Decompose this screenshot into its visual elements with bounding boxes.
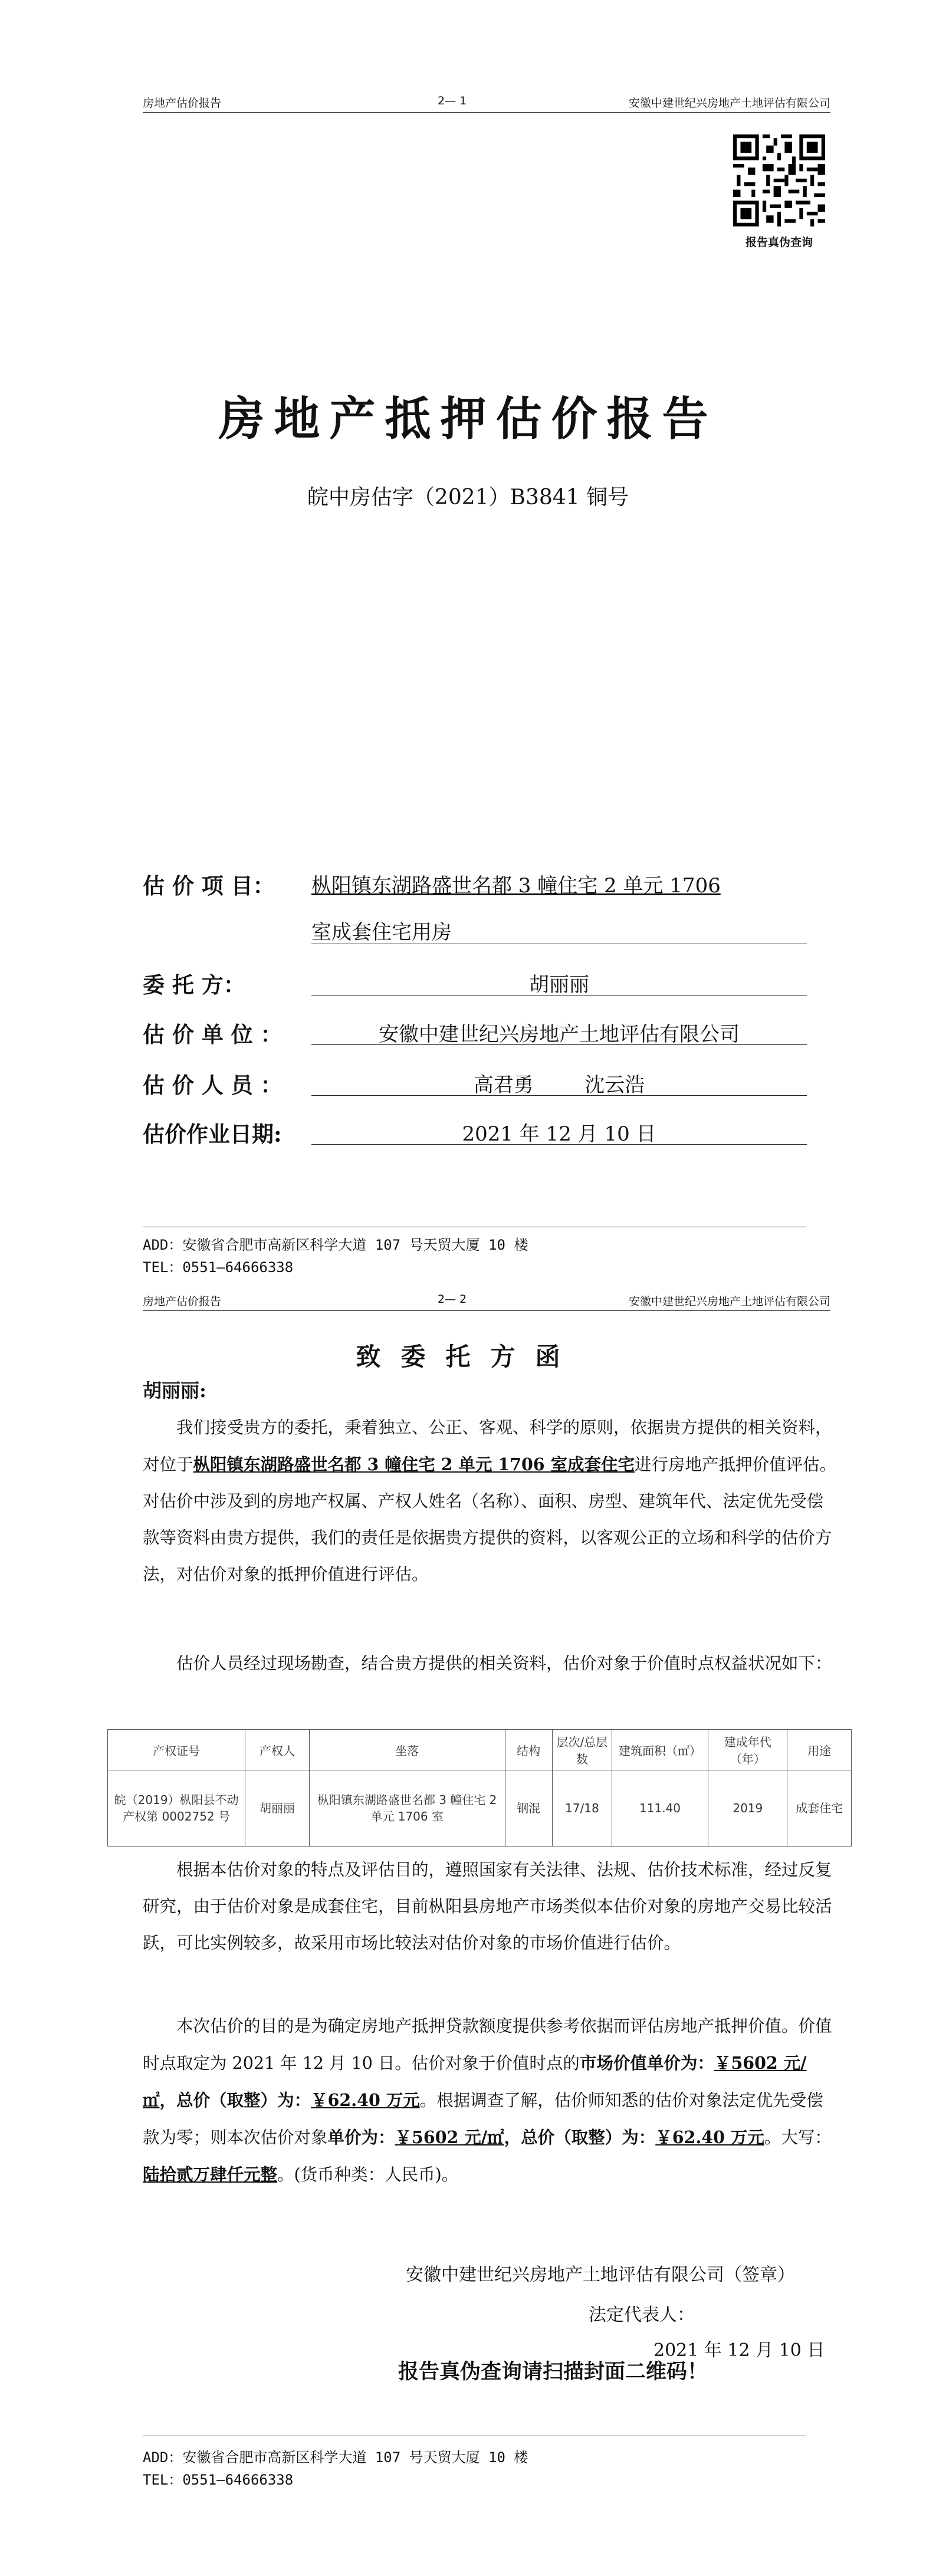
market-unit-price: ￥5602 元/㎡ (143, 2053, 807, 2110)
header-company: 安徽中建世纪兴房地产土地评估有限公司 (628, 97, 830, 110)
table-header: 用途 (787, 1730, 852, 1770)
table-header: 坐落 (309, 1730, 505, 1770)
cell-location: 枞阳镇东湖路盛世名都 3 幢住宅 2 单元 1706 室 (309, 1770, 505, 1846)
page2-footer (143, 2446, 528, 2491)
verification-notice: 报告真伪查询请扫描封面二维码！ (398, 2360, 708, 2384)
paragraph-4: 本次估价的目的是为确定房地产抵押贷款额度提供参考依据而评估房地产抵押价值。价值时点取定为 2021 年 12 月 10 日。估价对象于价值时点的市场价值单价为：￥5602 元/㎡，总价（取整）为：￥62.40 万元。根据调查了解，估价师知悉的估价对象法定优先受偿款为零；则本次估价对象单价为：￥5602 元/㎡，总价（取整）为：￥62.40 万元。大写：陆拾贰万肆仟元整。(货币种类：人民币)。 (143, 2016, 832, 2184)
underline (311, 1095, 807, 1096)
paragraph-1: 我们接受贵方的委托，秉着独立、公正、客观、科学的原则，依据贵方提供的相关资料，对位于枞阳镇东湖路盛世名都 3 幢住宅 2 单元 1706 室成套住宅进行房地产抵押价值评估。对估价中涉及到的房地产权属、产权人姓名（名称）、面积、房型、建筑年代、法定优先受偿款等资料由贵方提供，我们的责任是依据贵方提供的资料，以客观公正的立场和科学的估价方法，对估价对象的抵押价值进行评估。 (143, 1418, 837, 1584)
amount-in-words: 陆拾贰万肆仟元整 (143, 2164, 278, 2184)
paragraph-3: 根据本估价对象的特点及评估目的，遵照国家有关法律、法规、估价技术标准，经过反复研究，由于估价对象是成套住宅，目前枞阳县房地产市场类似本估价对象的房地产交易比较活跃，可比实例较多，故采用市场比较法对估价对象的市场价值进行估价。 (143, 1860, 832, 1953)
table-header: 结构 (505, 1730, 552, 1770)
field-value-appraiser-unit: 安徽中建世纪兴房地产土地评估有限公司 (379, 1023, 740, 1046)
field-label-appraisers: 估 价 人 员 ： (143, 1072, 283, 1098)
table-header: 建成年代（年） (708, 1730, 787, 1770)
signature-date: 2021 年 12 月 10 日 (653, 2340, 825, 2361)
document-number: 皖中房估字（2021）B3841 铜号 (307, 485, 629, 510)
footer-address: ADD：安徽省合肥市高新区科学大道 107 号天贸大厦 10 楼 (143, 2449, 528, 2466)
cell-area: 111.40 (612, 1770, 708, 1846)
underline (311, 1144, 807, 1145)
property-address: 枞阳镇东湖路盛世名都 3 幢住宅 2 单元 1706 室成套住宅 (193, 1454, 635, 1474)
table-header: 层次/总层数 (552, 1730, 612, 1770)
field-value-date: 2021 年 12 月 10 日 (462, 1122, 656, 1146)
field-value-project-line1: 枞阳镇东湖路盛世名都 3 幢住宅 2 单元 1706 (311, 874, 721, 898)
table-header: 产权证号 (108, 1730, 245, 1770)
table-header: 产权人 (245, 1730, 309, 1770)
cell-structure: 钢混 (505, 1770, 552, 1846)
footer-telephone: TEL：0551—64666338 (143, 2472, 294, 2488)
underline (311, 1044, 807, 1045)
letter-title: 致委托方函 (356, 1342, 580, 1371)
signature-company: 安徽中建世纪兴房地产土地评估有限公司（签章） (406, 2265, 795, 2285)
table-header: 建筑面积（㎡） (612, 1730, 708, 1770)
page2-header (143, 1287, 830, 1311)
field-label-client: 委 托 方： (143, 972, 245, 998)
field-label-date: 估价作业日期: (143, 1121, 282, 1147)
cell-floor: 17/18 (552, 1770, 612, 1846)
footer-telephone: TEL：0551—64666338 (143, 1259, 294, 1276)
page1-header (143, 88, 830, 113)
table-row (108, 1770, 852, 1846)
cell-usage: 成套住宅 (787, 1770, 852, 1846)
footer-address: ADD：安徽省合肥市高新区科学大道 107 号天贸大厦 10 楼 (143, 1237, 528, 1253)
signature-representative: 法定代表人： (589, 2305, 695, 2325)
page1-footer (143, 1234, 528, 1279)
field-value-project-line2: 室成套住宅用房 (311, 921, 452, 944)
header-page-number: 2— 2 (438, 1293, 467, 1306)
paragraph-2: 估价人员经过现场勘查，结合贵方提供的相关资料，估价对象于价值时点权益状况如下： (176, 1654, 832, 1673)
table-header-row (108, 1730, 852, 1770)
qr-code-icon[interactable] (733, 134, 825, 226)
property-info-table (107, 1729, 852, 1846)
market-total-price: ￥62.40 万元 (311, 2090, 420, 2110)
header-left: 房地产估价报告 (143, 1295, 222, 1308)
qr-caption: 报告真伪查询 (745, 236, 813, 249)
report-title: 房地产抵押估价报告 (218, 392, 718, 446)
cell-certificate: 皖（2019）枞阳县不动产权第 0002752 号 (108, 1770, 245, 1846)
mortgage-unit-price: ￥5602 元/㎡ (395, 2127, 504, 2147)
field-label-appraiser-unit: 估 价 单 位 ： (143, 1021, 283, 1047)
mortgage-total-price: ￥62.40 万元 (655, 2127, 764, 2147)
cell-year: 2019 (708, 1770, 787, 1846)
field-value-appraisers: 高君勇 沈云浩 (473, 1073, 645, 1097)
field-label-project: 估 价 项 目： (143, 873, 275, 899)
header-left: 房地产估价报告 (143, 97, 222, 110)
field-value-client: 胡丽丽 (529, 973, 589, 997)
salutation: 胡丽丽: (143, 1379, 206, 1402)
header-company: 安徽中建世纪兴房地产土地评估有限公司 (628, 1295, 830, 1308)
header-page-number: 2— 1 (438, 94, 467, 107)
cell-owner: 胡丽丽 (245, 1770, 309, 1846)
